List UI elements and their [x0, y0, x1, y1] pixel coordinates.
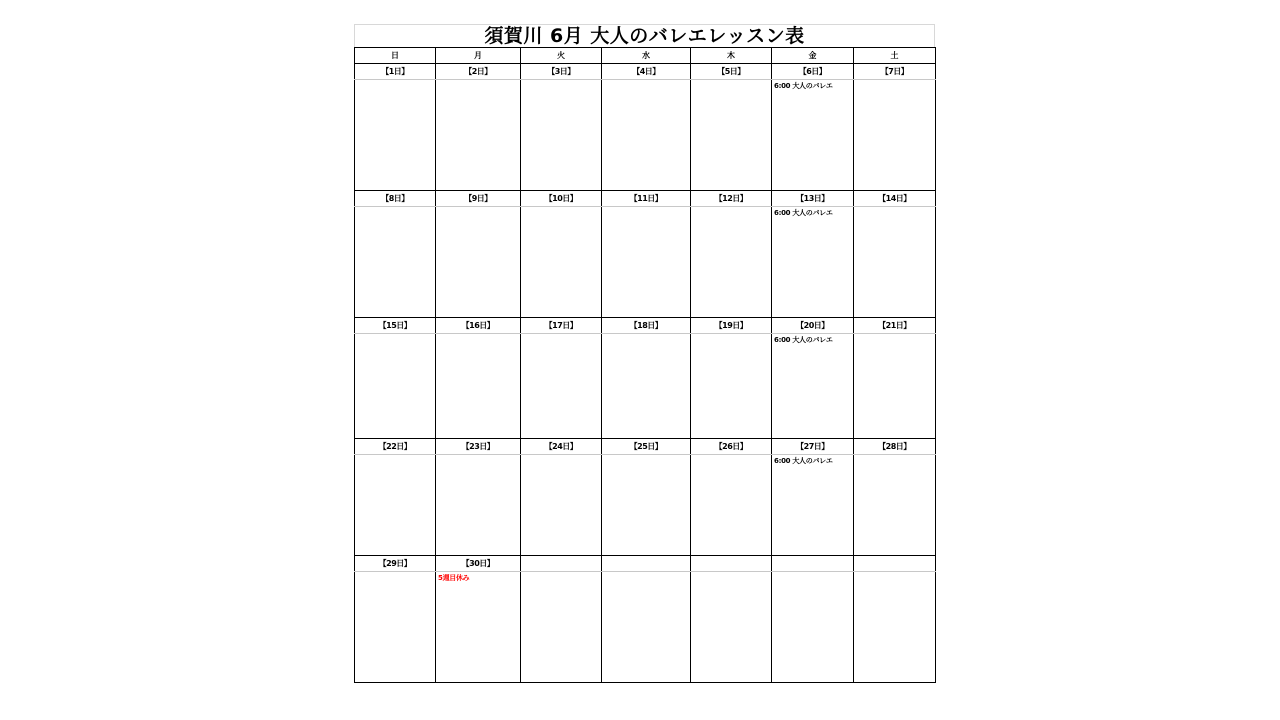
- event-cell-holiday-note: 5週目休み: [436, 572, 521, 683]
- event-cell: [602, 80, 691, 191]
- date-cell: [772, 556, 854, 572]
- date-cell: 【22日】: [355, 439, 436, 455]
- date-cell: 【28日】: [854, 439, 936, 455]
- date-cell: 【13日】: [772, 191, 854, 207]
- event-cell: [521, 455, 602, 556]
- event-cell: [691, 334, 772, 439]
- event-cell: [854, 207, 936, 318]
- date-cell: 【1日】: [355, 64, 436, 80]
- date-cell: 【25日】: [602, 439, 691, 455]
- date-cell: 【24日】: [521, 439, 602, 455]
- week-4-events-row: [355, 455, 936, 556]
- weekday-mon: 月: [436, 48, 521, 64]
- event-cell: [854, 572, 936, 683]
- week-5-events-row: [355, 572, 936, 683]
- week-2-events-row: [355, 207, 936, 318]
- event-cell: [691, 572, 772, 683]
- date-cell: 【5日】: [691, 64, 772, 80]
- event-cell: [521, 80, 602, 191]
- weekday-tue: 火: [521, 48, 602, 64]
- week-2-dates-row: [355, 191, 936, 207]
- week-4-dates-row: [355, 439, 936, 455]
- weekday-thu: 木: [691, 48, 772, 64]
- event-cell-lesson: 6:00 大人のバレエ: [772, 455, 854, 556]
- event-cell: [355, 207, 436, 318]
- event-cell: [854, 334, 936, 439]
- event-cell: [854, 80, 936, 191]
- date-cell: 【23日】: [436, 439, 521, 455]
- date-cell: 【21日】: [854, 318, 936, 334]
- event-cell: [436, 207, 521, 318]
- date-cell: 【20日】: [772, 318, 854, 334]
- date-cell: 【29日】: [355, 556, 436, 572]
- weekday-wed: 水: [602, 48, 691, 64]
- date-cell: 【27日】: [772, 439, 854, 455]
- event-cell-lesson: 6:00 大人のバレエ: [772, 80, 854, 191]
- event-cell: [436, 80, 521, 191]
- event-cell-lesson: 6:00 大人のバレエ: [772, 334, 854, 439]
- week-3-dates-row: [355, 318, 936, 334]
- date-cell: 【9日】: [436, 191, 521, 207]
- event-cell: [691, 80, 772, 191]
- lesson-schedule-sheet: [354, 24, 935, 684]
- date-cell: [691, 556, 772, 572]
- date-cell: 【7日】: [854, 64, 936, 80]
- event-cell: [521, 334, 602, 439]
- event-cell: [602, 572, 691, 683]
- event-cell: [772, 572, 854, 683]
- event-cell: [355, 455, 436, 556]
- event-cell: [854, 455, 936, 556]
- date-cell: 【26日】: [691, 439, 772, 455]
- date-cell: 【15日】: [355, 318, 436, 334]
- date-cell: 【17日】: [521, 318, 602, 334]
- date-cell: 【30日】: [436, 556, 521, 572]
- event-cell: [602, 207, 691, 318]
- calendar-table: [354, 47, 936, 683]
- event-cell-lesson: 6:00 大人のバレエ: [772, 207, 854, 318]
- week-1-events-row: [355, 80, 936, 191]
- event-cell: [691, 455, 772, 556]
- date-cell: 【19日】: [691, 318, 772, 334]
- weekday-fri: 金: [772, 48, 854, 64]
- week-3-events-row: [355, 334, 936, 439]
- date-cell: 【18日】: [602, 318, 691, 334]
- event-cell: [355, 80, 436, 191]
- event-cell: [355, 334, 436, 439]
- event-cell: [602, 334, 691, 439]
- week-5-dates-row: [355, 556, 936, 572]
- date-cell: 【4日】: [602, 64, 691, 80]
- date-cell: [854, 556, 936, 572]
- event-cell: [521, 572, 602, 683]
- date-cell: 【3日】: [521, 64, 602, 80]
- date-cell: 【16日】: [436, 318, 521, 334]
- event-cell: [602, 455, 691, 556]
- event-cell: [436, 455, 521, 556]
- date-cell: [602, 556, 691, 572]
- week-1-dates-row: [355, 64, 936, 80]
- date-cell: 【8日】: [355, 191, 436, 207]
- date-cell: 【12日】: [691, 191, 772, 207]
- event-cell: [691, 207, 772, 318]
- event-cell: [436, 334, 521, 439]
- date-cell: [521, 556, 602, 572]
- date-cell: 【6日】: [772, 64, 854, 80]
- weekday-sun: 日: [355, 48, 436, 64]
- date-cell: 【14日】: [854, 191, 936, 207]
- weekday-header-row: [355, 48, 936, 64]
- page-title: 須賀川 6月 大人のバレエレッスン表: [354, 24, 935, 47]
- event-cell: [521, 207, 602, 318]
- weekday-sat: 土: [854, 48, 936, 64]
- date-cell: 【10日】: [521, 191, 602, 207]
- event-cell: [355, 572, 436, 683]
- date-cell: 【11日】: [602, 191, 691, 207]
- date-cell: 【2日】: [436, 64, 521, 80]
